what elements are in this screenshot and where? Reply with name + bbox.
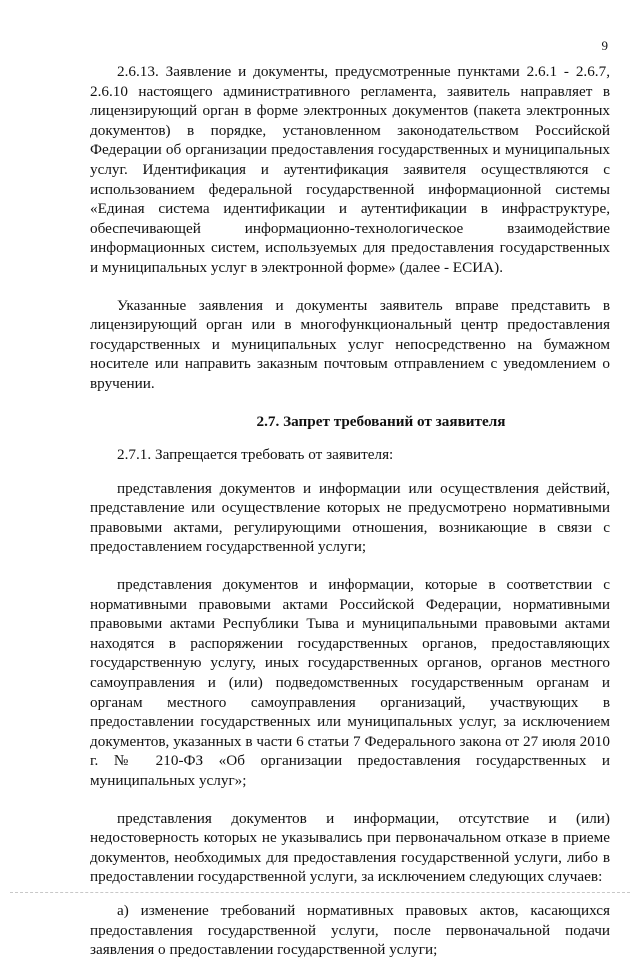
page-number: 9 xyxy=(601,38,608,53)
paragraph-2-7-1: 2.7.1. Запрещается требовать от заявителя: xyxy=(117,446,394,464)
paragraph-submission-options: Указанные заявления и документы заявитель вправе представить в лицензирующий орган или в многофункциональный центр предоставления государственных и муниципальных услуг непосредственно на бумажном носителе или направить заказным почтовым отправлением с уведомлением о вручении. xyxy=(90,296,610,392)
paragraph-requirement-3: представления документов и информации, отсутствие и (или) недостоверность которых не указывались при первоначальном отказе в приеме документов, необходимых для предоставления государственной услуги, либо в предоставлении государственной услуги, за исключением следующих случаев: xyxy=(90,809,610,886)
document-body xyxy=(90,62,610,978)
paragraph-requirement-2: представления документов и информации, которые в соответствии с нормативными правовыми актами Российской Федерации, нормативными правовыми актами Республики Тыва и муниципальными правовыми актами находятся в распоряжении государственных органов, предоставляющих государственную услугу, иных государственных органов, органов местного самоуправления и (или) подведомственных государственным органам и органам местного самоуправления организаций, участвующих в предоставлении государственных или муниципальных услуг, за исключением документов, указанных в части 6 статьи 7 Федерального закона от 27 июля 2010 г. № 210-ФЗ «Об организации предоставления государственных и муниципальных услуг»; xyxy=(90,576,610,789)
paragraph-exception-a: а) изменение требований нормативных правовых актов, касающихся предоставления государственной услуги, после первоначальной подачи заявления о предоставлении государственной услуги; xyxy=(90,901,610,959)
paragraph-2-6-13: 2.6.13. Заявление и документы, предусмотренные пунктами 2.6.1 - 2.6.7, 2.6.10 настоящего административного регламента, заявитель направляет в лицензирующий орган в форме электронных документов (пакета электронных документов) в порядке, установленном законодательством Российской Федерации об организации предоставления государственных и муниципальных услуг. Идентификация и аутентификация заявителя осуществляются с использованием федеральной государственной информационной системы «Единая система идентификации и аутентификации в инфраструктуре, обеспечивающей информационно-технологическое взаимодействие информационных систем, используемых для предоставления государственных и муниципальных услуг в электронной форме» (далее - ЕСИА). xyxy=(90,63,610,276)
section-heading: 2.7. Запрет требований от заявителя xyxy=(256,412,506,430)
scan-edge-line xyxy=(10,891,630,893)
paragraph-requirement-1: представления документов и информации или осуществления действий, представление или осуществление которых не предусмотрено нормативными правовыми актами, регулирующими отношения, возникающие в связи с предоставлением государственной услуги; xyxy=(90,479,610,556)
